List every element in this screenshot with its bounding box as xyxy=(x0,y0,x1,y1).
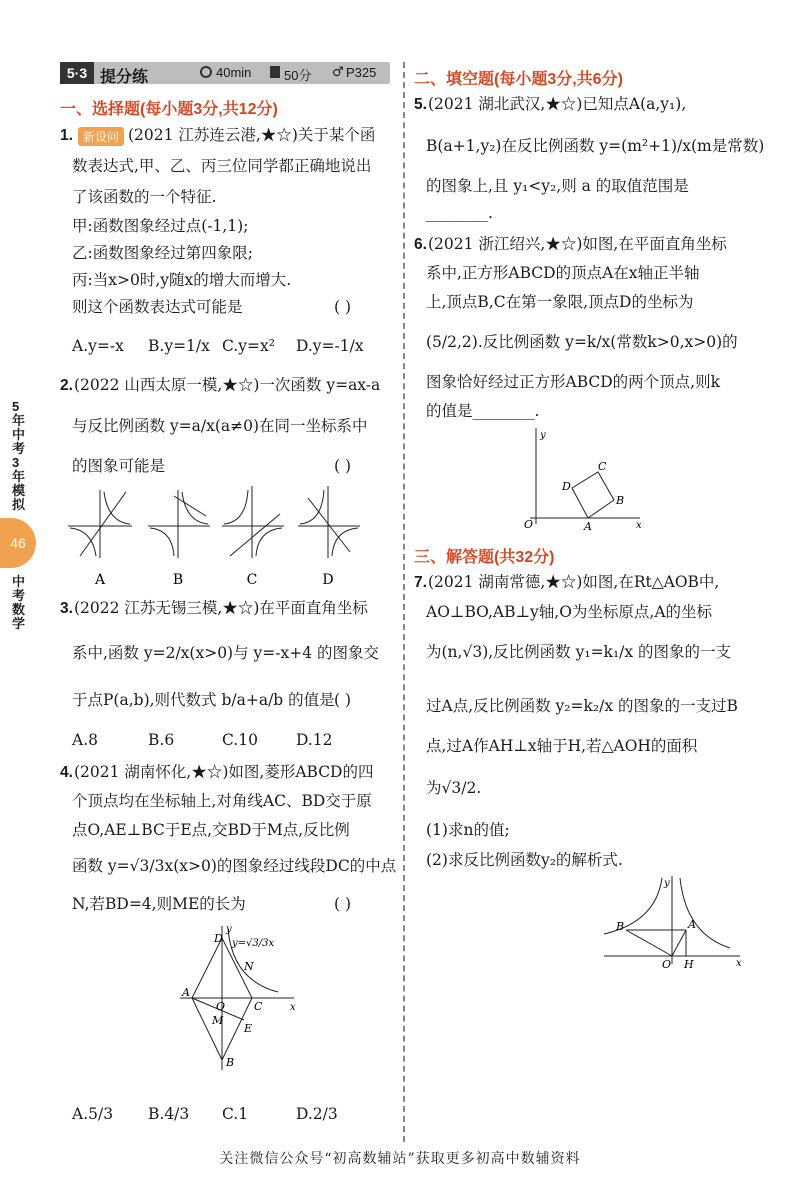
q4-label-y: y xyxy=(226,924,232,935)
q6-line: 的值是________. xyxy=(426,402,540,420)
q4-label-m: M xyxy=(212,1014,224,1027)
q2-option-c: C xyxy=(246,572,258,588)
q4-label-b: B xyxy=(226,1056,235,1069)
q4-label-e: E xyxy=(244,1022,253,1035)
q7-label-x: x xyxy=(736,958,742,969)
q3-answer-bracket: ( ) xyxy=(334,691,352,709)
q4-option-c: C.1 xyxy=(222,1105,249,1123)
q7-line: 为(n,√3),反比例函数 y₁=k₁/x 的图象的一支 xyxy=(426,643,732,661)
q2-number: 2. xyxy=(60,377,73,394)
q2-graph-d xyxy=(298,486,360,558)
q5-number: 5. xyxy=(414,96,427,113)
q6-label-a: A xyxy=(584,520,592,533)
q5-answer-blank: ________. xyxy=(426,204,493,222)
q2-graph-c xyxy=(222,486,284,558)
q6-label-x: x xyxy=(636,520,642,531)
q3-option-b: B.6 xyxy=(148,731,175,749)
q3-line: 于点P(a,b),则代数式 b/a+a/b 的值是 xyxy=(72,691,335,709)
q6-line: 图象恰好经过正方形ABCD的两个顶点,则k xyxy=(426,373,720,391)
logo: 5·3 xyxy=(60,62,94,84)
q7-label-b: B xyxy=(616,920,625,933)
q2-line: (2022 山西太原一模,★☆)一次函数 y=ax-a xyxy=(74,376,381,394)
q7-line: 过A点,反比例函数 y₂=k₂/x 的图象的一支过B xyxy=(426,697,738,715)
q4-line: (2021 湖南怀化,★☆)如图,菱形ABCD的四 xyxy=(74,763,374,781)
q7-line: AO⊥BO,AB⊥y轴,O为坐标原点,A的坐标 xyxy=(426,603,713,621)
page-number: 46 xyxy=(0,518,36,568)
q3-option-d: D.12 xyxy=(296,731,333,749)
q6-label-b: B xyxy=(616,494,625,507)
q7-line: (2021 湖南常德,★☆)如图,在Rt△AOB中, xyxy=(428,573,720,591)
header-score: 50分 xyxy=(284,68,312,83)
q7-label-o: O xyxy=(662,958,672,971)
q6-label-o: O xyxy=(524,518,534,531)
q4-label-a: A xyxy=(182,986,190,999)
header-answer-page: P325 xyxy=(346,65,377,80)
header-title: 提分练 xyxy=(100,69,149,86)
q7-line: 点,过A作AH⊥x轴于H,若△AOH的面积 xyxy=(426,737,698,755)
q2-line: 的图象可能是 xyxy=(72,457,166,475)
q5-line: 的图象上,且 y₁<y₂,则 a 的取值范围是 xyxy=(426,177,689,195)
q5-line: (2021 湖北武汉,★☆)已知点A(a,y₁), xyxy=(428,95,687,113)
q6-line: 系中,正方形ABCD的顶点A在x轴正半轴 xyxy=(426,264,700,282)
q2-line: 与反比例函数 y=a/x(a≠0)在同一坐标系中 xyxy=(72,417,368,435)
q4-option-a: A.5/3 xyxy=(72,1105,114,1123)
q3-line: (2022 江苏无锡三模,★☆)在平面直角坐标 xyxy=(74,599,368,617)
q2-graph-b xyxy=(148,490,210,558)
clock-icon xyxy=(200,66,212,78)
section-choice: 一、选择题(每小题3分,共12分) xyxy=(60,101,278,118)
q1-line: 数表达式,甲、乙、丙三位同学都正确地说出 xyxy=(72,157,372,175)
column-divider xyxy=(403,62,405,1142)
q7-line: 为√3/2. xyxy=(426,779,482,797)
q4-option-b: B.4/3 xyxy=(148,1105,190,1123)
q1-line: 则这个函数表达式可能是 xyxy=(72,298,243,316)
q1-option-a: A.y=-x xyxy=(72,337,124,355)
q7-label-a: A xyxy=(688,918,696,931)
q5-line: B(a+1,y₂)在反比例函数 y=(m²+1)/x(m是常数) xyxy=(426,137,765,155)
q1-option-b: B.y=1/x xyxy=(148,337,210,355)
q4-line: 点O,AE⊥BC于E点,交BD于M点,反比例 xyxy=(72,821,350,839)
q4-label-d: D xyxy=(214,932,223,945)
section-fill: 二、填空题(每小题3分,共6分) xyxy=(414,71,623,88)
q7-label-y: y xyxy=(664,878,670,889)
q6-label-y: y xyxy=(540,430,546,441)
q1-answer-bracket: ( ) xyxy=(334,298,352,316)
q6-line: 上,顶点B,C在第一象限,顶点D的坐标为 xyxy=(426,293,694,311)
q6-label-c: C xyxy=(598,460,607,473)
q6-line: (2021 浙江绍兴,★☆)如图,在平面直角坐标 xyxy=(428,235,727,253)
q6-figure xyxy=(510,424,650,534)
q2-graph-a xyxy=(68,490,132,558)
q2-option-d: D xyxy=(322,572,334,588)
q4-option-d: D.2/3 xyxy=(296,1105,338,1123)
q2-answer-bracket: ( ) xyxy=(334,457,352,475)
answer-icon: ♂ xyxy=(332,65,344,80)
q1-line: 乙:函数图象经过第四象限; xyxy=(72,244,253,262)
q3-option-a: A.8 xyxy=(72,731,98,749)
q1-line: 丙:当x>0时,y随x的增大而增大. xyxy=(72,271,292,289)
q6-number: 6. xyxy=(414,236,427,253)
q1-number: 1. xyxy=(60,127,73,144)
q1-option-c: C.y=x² xyxy=(222,337,275,355)
q7-part-2: (2)求反比例函数y₂的解析式. xyxy=(426,851,623,869)
q3-line: 系中,函数 y=2/x(x>0)与 y=-x+4 的图象交 xyxy=(72,644,380,662)
q7-number: 7. xyxy=(414,574,427,591)
q4-label-n: N xyxy=(244,960,254,973)
q4-figure xyxy=(160,920,310,1080)
footer-note: 关注微信公众号“初高数辅站”获取更多初高中数辅资料 xyxy=(219,1151,581,1167)
q4-line: 函数 y=√3/3x(x>0)的图象经过线段DC的中点 xyxy=(72,857,397,875)
q4-label-func: y=√3/3x xyxy=(232,938,275,949)
q4-line: 个顶点均在坐标轴上,对角线AC、BD交于原 xyxy=(72,792,372,810)
q4-label-c: C xyxy=(254,1000,263,1013)
q4-answer-bracket: ( ) xyxy=(334,895,352,913)
q1-line: 了该函数的一个特征. xyxy=(72,188,217,206)
q3-option-c: C.10 xyxy=(222,731,258,749)
q7-figure xyxy=(600,872,750,972)
q4-number: 4. xyxy=(60,764,73,781)
section-solve: 三、解答题(共32分) xyxy=(414,549,555,566)
q4-line: N,若BD=4,则ME的长为 xyxy=(72,895,246,913)
q2-option-a: A xyxy=(94,572,106,588)
q7-part-1: (1)求n的值; xyxy=(426,821,510,839)
q1-line: 甲:函数图象经过点(-1,1); xyxy=(72,217,249,235)
sidebar-subject: 中考数学 xyxy=(12,574,26,631)
score-icon xyxy=(270,66,280,78)
q2-option-b: B xyxy=(172,572,184,588)
q7-label-h: H xyxy=(684,958,694,971)
q1-tag: 新设问 xyxy=(78,127,124,146)
q3-number: 3. xyxy=(60,600,73,617)
q6-label-d: D xyxy=(562,480,571,493)
q1-line: (2021 江苏连云港,★☆)关于某个函 xyxy=(128,126,376,144)
q1-option-d: D.y=-1/x xyxy=(296,337,364,355)
q4-label-x: x xyxy=(290,1002,296,1013)
q4-label-o: O xyxy=(216,1000,226,1013)
q2-graphs xyxy=(60,478,400,588)
q6-line: (5/2,2).反比例函数 y=k/x(常数k>0,x>0)的 xyxy=(426,333,738,351)
sidebar-book: 5年中考3年模拟 xyxy=(12,399,26,512)
header-time: 40min xyxy=(216,65,252,80)
